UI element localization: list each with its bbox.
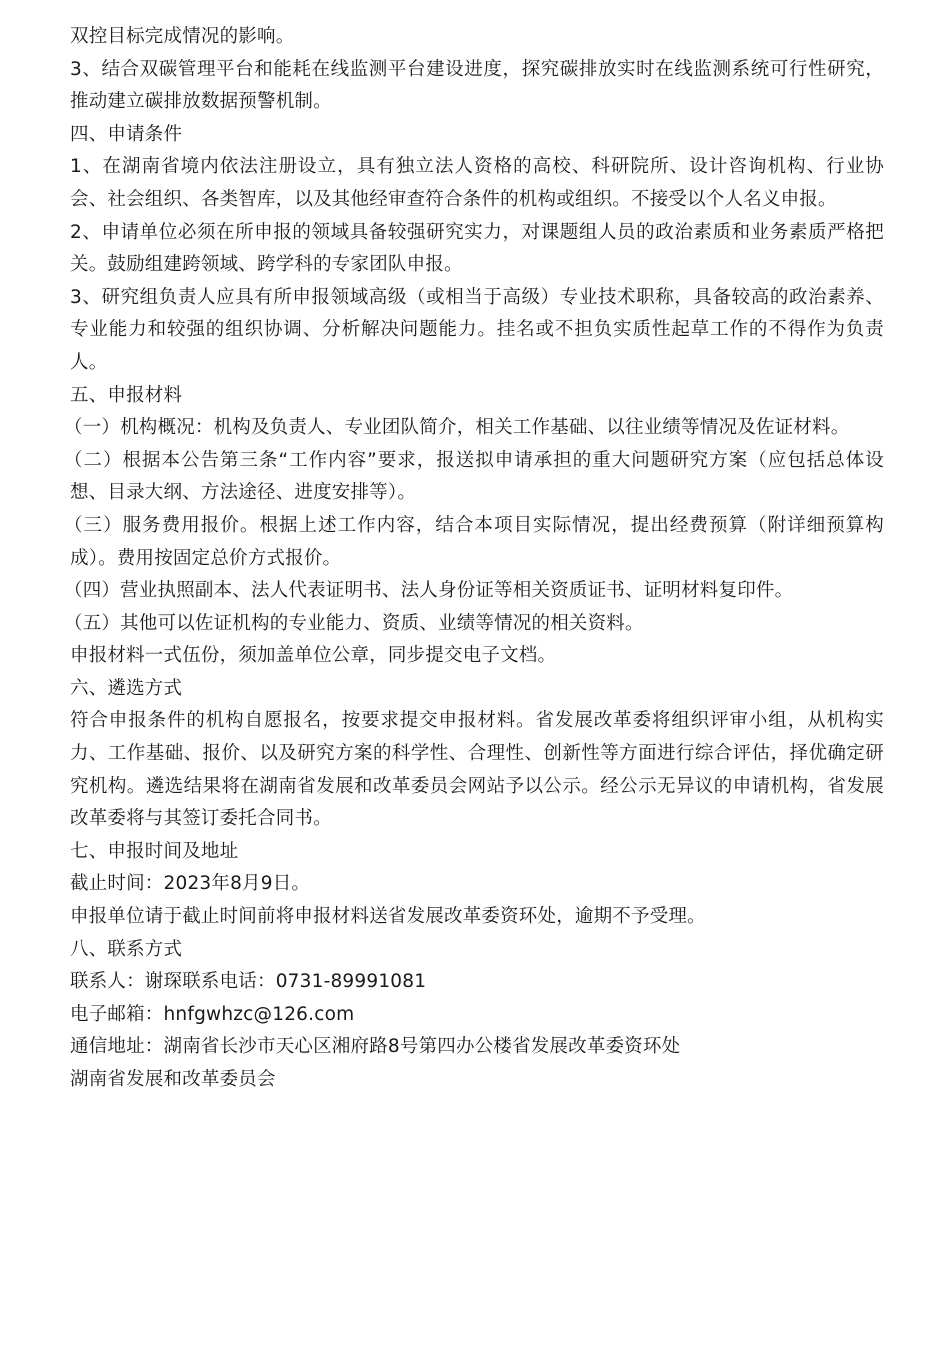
- paragraph-condition-1: 1、在湖南省境内依法注册设立，具有独立法人资格的高校、科研院所、设计咨询机构、行业协会、社会组织、各类智库，以及其他经审查符合条件的机构或组织。不接受以个人名义申报。: [70, 156, 884, 210]
- section-heading-time-and-address: 七、申报时间及地址: [70, 840, 239, 862]
- paragraph-submission: 申报单位请于截止时间前将申报材料送省发展改革委资环处，逾期不予受理。: [70, 906, 706, 928]
- paragraph-material-4: （四）营业执照副本、法人代表证明书、法人身份证等相关资质证书、证明材料复印件。: [64, 580, 794, 602]
- paragraph-item-3-monitoring: 3、结合双碳管理平台和能耗在线监测平台建设进度，探究碳排放实时在线监测系统可行性研究，推动建立碳排放数据预警机制。: [70, 58, 884, 113]
- paragraph-selection: 符合申报条件的机构自愿报名，按要求提交申报材料。省发展改革委将组织评审小组，从机构实力、工作基础、报价、以及研究方案的科学性、合理性、创新性等方面进行综合评估，择优确定研究机构。遴选结果将在湖南省发展和改革委员会网站予以公示。经公示无异议的申请机构，省发展改革委将与其签订委托合同书。: [70, 710, 884, 830]
- paragraph-material-5: （五）其他可以佐证机构的专业能力、资质、业绩等情况的相关资料。: [64, 612, 644, 634]
- section-heading-selection-method: 六、遴选方式: [70, 677, 183, 699]
- paragraph-email: 电子邮箱：hnfgwhzc@126.com: [70, 1003, 355, 1025]
- section-heading-application-conditions: 四、申请条件: [70, 123, 183, 145]
- paragraph-condition-2: 2、申请单位必须在所申报的领域具备较强研究实力，对课题组人员的政治素质和业务素质严格把关。鼓励组建跨领域、跨学科的专家团队申报。: [70, 221, 884, 276]
- paragraph-contact-person: 联系人：谢琛联系电话：0731-89991081: [70, 971, 427, 993]
- paragraph-material-copies: 申报材料一式伍份，须加盖单位公章，同步提交电子文档。: [70, 645, 557, 667]
- paragraph-condition-3: 3、研究组负责人应具有所申报领域高级（或相当于高级）专业技术职称，具备较高的政治素养、专业能力和较强的组织协调、分析解决问题能力。挂名或不担负实质性起草工作的不得作为负责人。: [70, 286, 884, 373]
- section-heading-contact: 八、联系方式: [70, 938, 183, 960]
- paragraph-material-2: （二）根据本公告第三条“工作内容”要求，报送拟申请承担的重大问题研究方案（应包括总体设想、目录大纲、方法途径、进度安排等）。: [64, 449, 884, 504]
- document-body: [64, 21, 884, 1097]
- section-heading-application-materials: 五、申报材料: [70, 384, 183, 406]
- paragraph-issuer: 湖南省发展和改革委员会: [70, 1069, 276, 1090]
- paragraph-material-1: （一）机构概况：机构及负责人、专业团队简介，相关工作基础、以往业绩等情况及佐证材料。: [64, 417, 850, 439]
- paragraph-mailing-address: 通信地址：湖南省长沙市天心区湘府路8号第四办公楼省发展改革委资环处: [70, 1036, 681, 1058]
- paragraph-material-3: （三）服务费用报价。根据上述工作内容，结合本项目实际情况，提出经费预算（附详细预算构成）。费用按固定总价方式报价。: [64, 514, 884, 569]
- paragraph-continuation: 双控目标完成情况的影响。: [70, 26, 295, 47]
- paragraph-deadline: 截止时间：2023年8月9日。: [70, 873, 311, 895]
